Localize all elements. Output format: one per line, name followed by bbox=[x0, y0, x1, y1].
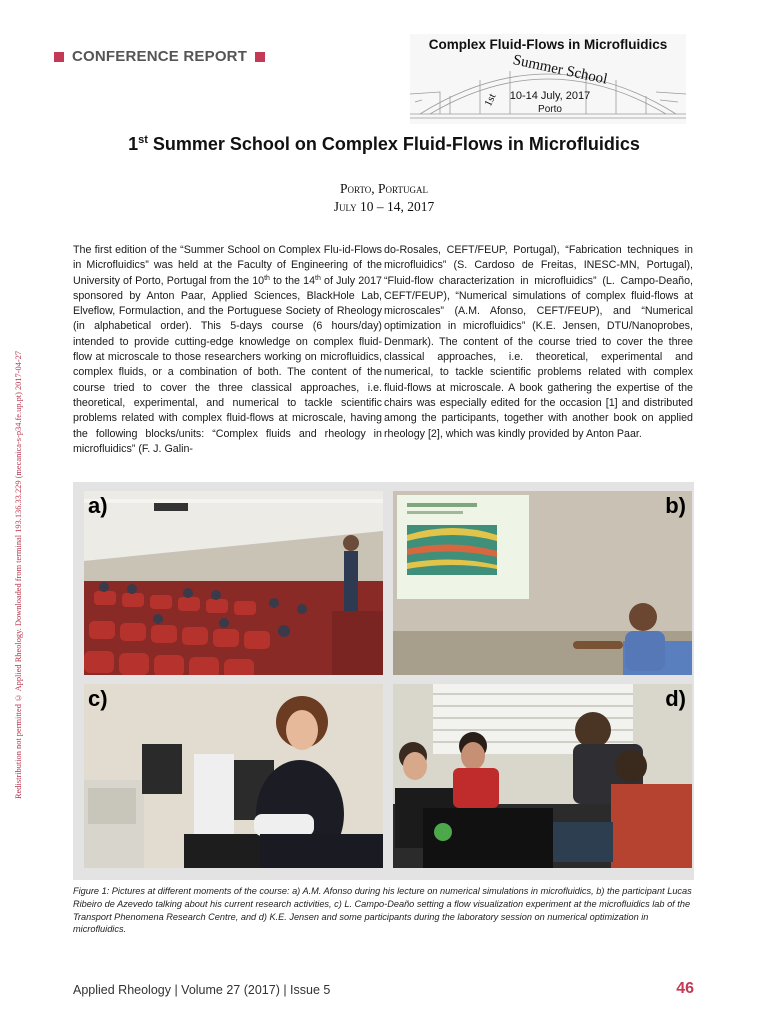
logo-dates: 10-14 July, 2017 bbox=[509, 90, 591, 102]
panel-label: d) bbox=[665, 686, 686, 711]
square-bullet-icon bbox=[255, 52, 265, 62]
paragraph: do-Rosales, CEFT/FEUP, Portugal), “Fabrication techniques in microfluidics” (S. Cardoso de Freitas, INESC-MN, Portugal), “Fluid-flow characterization in microfluidics” (L. Campo-Deaño, CEFT/FEUP), “Numerical simulations of complex fluid-flows at microscales” (A.M. Afonso, CEFT/FEUP), and “Numerical optimization in microfluidics” (K.E. Jensen, DTU/Nanoprobes, Denmark). The content of the course tried to cover the three classical approaches, i.e. theoretical, experimental and numerical, to tackle scientific problems related with complex fluid-flows at microscale. A book gathering the expertise of the chairs was especially edited for the occasion [1] and distributed among the participants, together with another book on applied rheology [2], which was kindly provided by Anton Paar. bbox=[384, 244, 693, 440]
computer-session-photo bbox=[393, 684, 692, 868]
title-rest: Summer School on Complex Fluid-Flows in Microfluidics bbox=[147, 134, 640, 154]
superscript: th bbox=[264, 274, 270, 282]
journal-footer: Applied Rheology | Volume 27 (2017) | Issue 5 bbox=[73, 983, 331, 997]
photo-panel-a bbox=[84, 491, 383, 675]
paragraph-text: of July 2017 sponsored by Anton Paar, Applied Sciences, BlackHole Lab, Elveflow, Formulaction, and the Portuguese Society of Rheology (in alphabetical order). This 5-days course (6 hours/day) intended to provide cutting-edge knowledge on complex fluid-flow at microscale to those researchers working on microfluidics, complex fluids, or a combination of both. The content of the course tried to cover the three classical approaches, i.e. theoretical, experimental, and numerical to tackle scientific problems related with complex fluid-flows at microscale, having the following blocks/units: “Complex fluids and rheology in microfluidics” (F. J. Galin- bbox=[73, 274, 382, 455]
body-column-left bbox=[73, 243, 382, 457]
page-number: 46 bbox=[676, 980, 694, 997]
event-dates: July 10 – 14, 2017 bbox=[333, 199, 435, 214]
panel-label: a) bbox=[88, 493, 108, 518]
section-label-text: CONFERENCE REPORT bbox=[72, 48, 248, 65]
logo-ordinal: 1st bbox=[482, 91, 499, 109]
paragraph-text: to the 14 bbox=[269, 274, 316, 287]
event-location: Porto, Portugal bbox=[339, 181, 429, 196]
section-label bbox=[54, 48, 265, 65]
microscope-lab-photo bbox=[84, 684, 383, 868]
copyright-sidebar-note: Redistribution not permitted © Applied Rheology. Downloaded from terminal 193.136.33.229 (mecanica-s-p34.fe.up.pt) 2017-04-27 bbox=[14, 350, 23, 800]
paragraph bbox=[73, 243, 382, 457]
title-ordinal-suffix: st bbox=[138, 134, 148, 146]
body-column-right bbox=[384, 243, 693, 442]
panel-label: c) bbox=[88, 686, 108, 711]
photo-panel-b bbox=[393, 491, 692, 675]
photo-panel-c bbox=[84, 684, 383, 868]
event-venue bbox=[200, 180, 568, 216]
logo-school: Summer School bbox=[511, 52, 609, 88]
figure-caption: Figure 1: Pictures at different moments of the course: a) A.M. Afonso during his lecture on numerical simulations in microfluidics, b) the participant Lucas Ribeiro de Azevedo talking about his current research activities, c) L. Campo-Deaño setting a flow visualization experiment at the microfluidics lab of the Transport Phenomena Research Centre, and d) K.E. Jensen and some participants during the laboratory session on numerical optimization in microfluidics. bbox=[73, 886, 692, 935]
presentation-photo bbox=[393, 491, 692, 675]
figure-1 bbox=[73, 482, 694, 880]
summer-school-logo bbox=[410, 34, 686, 124]
square-bullet-icon bbox=[54, 52, 64, 62]
article-title bbox=[60, 134, 708, 155]
panel-label: b) bbox=[665, 493, 686, 518]
logo-city: Porto bbox=[538, 104, 562, 115]
title-ordinal: 1 bbox=[128, 134, 139, 154]
logo-title: Complex Fluid-Flows in Microfluidics bbox=[428, 37, 668, 52]
photo-panel-d bbox=[393, 684, 692, 868]
superscript: th bbox=[315, 274, 321, 282]
paragraph-text: The first edition of the “Summer School on Complex Flu-id-Flows in Microfluidics” was held at the Faculty of Engineering of the University of Porto, Portugal from the 10 bbox=[73, 244, 382, 287]
lecture-hall-photo bbox=[84, 491, 383, 675]
